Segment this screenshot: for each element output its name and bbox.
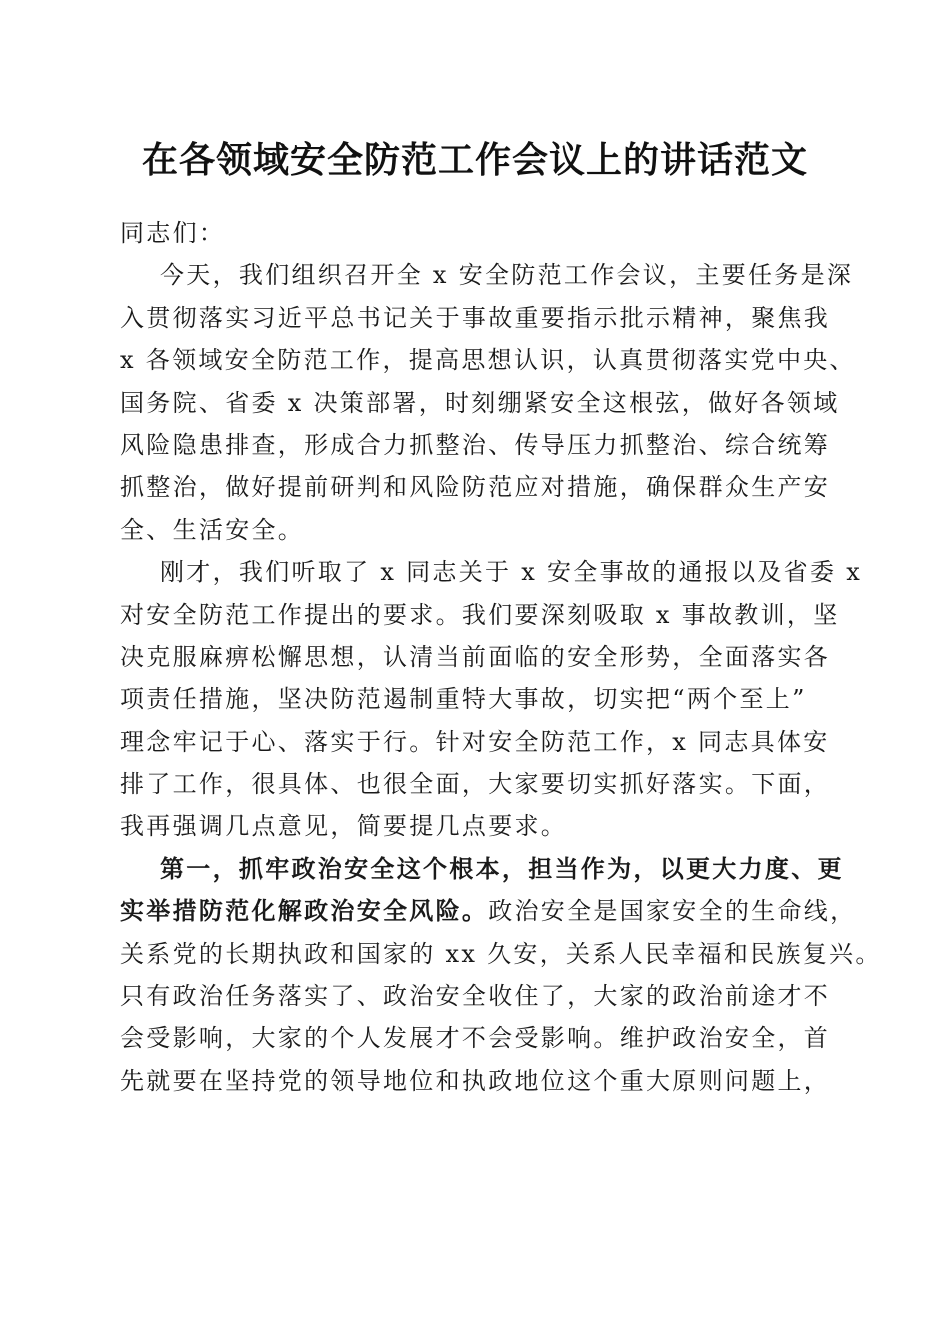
paragraph-line: 会受影响，大家的个人发展才不会受影响。维护政治安全，首 <box>120 1024 831 1053</box>
paragraph-2 <box>120 551 863 848</box>
paragraph-line: 我再强调几点意见，简要提几点要求。 <box>120 812 568 841</box>
paragraph-line: 关系党的长期执政和国家的 xx 久安，关系人民幸福和民族复兴。 <box>120 939 882 968</box>
paragraph-line: 排了工作，很具体、也很全面，大家要切实抓好落实。下面， <box>120 770 831 799</box>
paragraph-line: 风险隐患排查，形成合力抓整治、传导压力抓整治、综合统筹 <box>120 430 831 459</box>
paragraph-line: 决克服麻痹松懈思想，认清当前面临的安全形势，全面落实各 <box>120 642 831 671</box>
paragraph-3 <box>120 848 882 1102</box>
paragraph-line: x 各领域安全防范工作，提高思想认识，认真贯彻落实党中央、 <box>120 346 856 375</box>
document-title: 在各领域安全防范工作会议上的讲话范文 <box>141 139 808 181</box>
paragraph-1 <box>120 254 856 551</box>
paragraph-line: 今天，我们组织召开全 x 安全防范工作会议，主要任务是深 <box>160 261 854 290</box>
paragraph-line: 抓整治，做好提前研判和风险防范应对措施，确保群众生产安 <box>120 473 831 502</box>
paragraph-line: 全、生活安全。 <box>120 515 305 544</box>
paragraph-line-bold: 第一，抓牢政治安全这个根本，担当作为，以更大力度、更 <box>160 853 844 883</box>
paragraph-line: 对安全防范工作提出的要求。我们要深刻吸取 x 事故教训，坚 <box>120 600 840 629</box>
paragraph-line: 理念牢记于心、落实于行。针对安全防范工作，x 同志具体安 <box>120 727 830 756</box>
salutation: 同志们： <box>120 219 226 247</box>
paragraph-line: 国务院、省委 x 决策部署，时刻绷紧安全这根弦，做好各领域 <box>120 388 840 417</box>
paragraph-line-rest: 政治安全是国家安全的生命线， <box>488 897 857 926</box>
paragraph-line <box>120 890 857 932</box>
paragraph-line: 刚才，我们听取了 x 同志关于 x 安全事故的通报以及省委 x <box>160 558 863 587</box>
paragraph-line: 入贯彻落实习近平总书记关于事故重要指示批示精神，聚焦我 <box>120 303 831 332</box>
document-body <box>120 212 882 1102</box>
paragraph-line: 先就要在坚持党的领导地位和执政地位这个重大原则问题上， <box>120 1066 831 1095</box>
paragraph-line: 项责任措施，坚决防范遏制重特大事故，切实把“两个至上” <box>120 685 807 714</box>
paragraph-line: 只有政治任务落实了、政治安全收住了，大家的政治前途才不 <box>120 982 831 1011</box>
bold-heading-continuation: 实举措防范化解政治安全风险。 <box>120 896 489 926</box>
